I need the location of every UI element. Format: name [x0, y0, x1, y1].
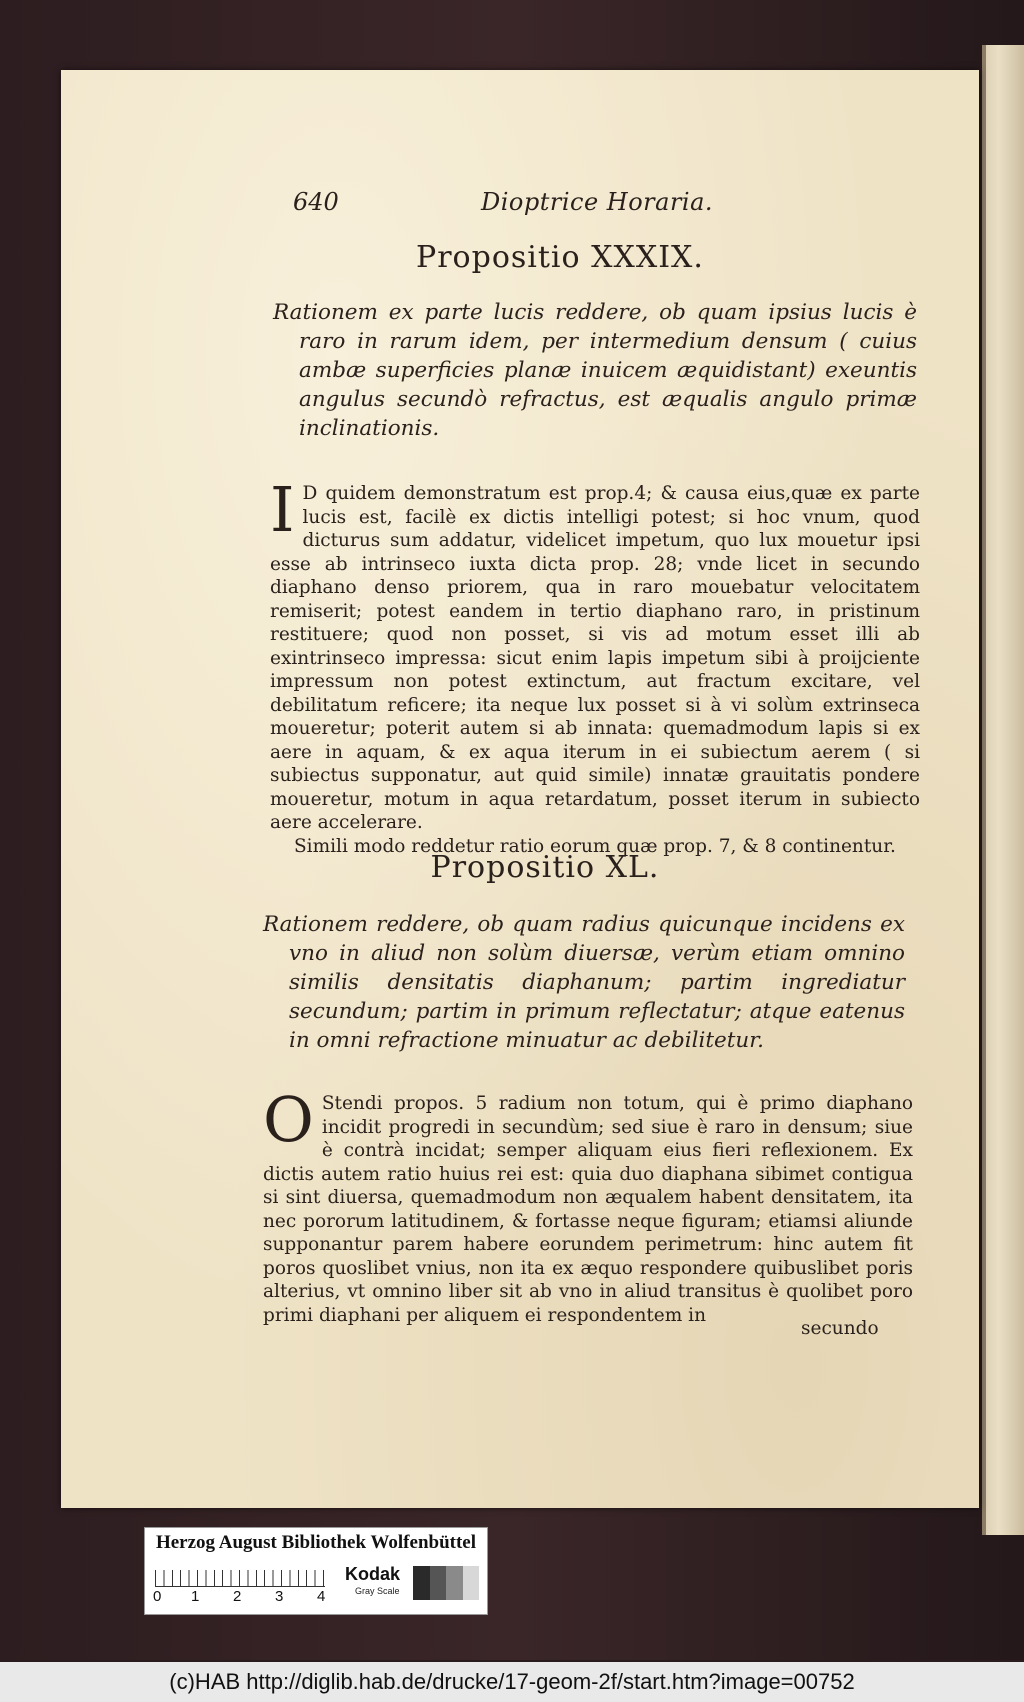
proposition-40-body [263, 1083, 913, 1327]
gray-swatch [430, 1566, 447, 1600]
adjacent-page-edge [982, 45, 1024, 1535]
enunciation-text: Rationem ex parte lucis reddere, ob quam ipsius lucis è raro in rarum idem, per intermedium densum ( cuius ambæ superficies planæ inuicem æquidistant) exeuntis angulus secundò refractus, est æqualis angulo primæ inclinationis. [273, 300, 917, 441]
gray-swatch [463, 1566, 480, 1600]
gray-swatch [446, 1566, 463, 1600]
paragraph [270, 473, 920, 835]
gray-swatch [413, 1566, 430, 1600]
drop-cap: O [263, 1083, 314, 1156]
proposition-39-heading: Propositio XXXIX. [416, 240, 704, 275]
paragraph: Simili modo reddetur ratio eorum quæ prop. 7, & 8 continentur. [294, 835, 896, 857]
ruler-digit: 0 [153, 1588, 162, 1605]
enunciation-text: Rationem reddere, ob quam radius quicunque incidens ex vno in aliud non solùm diuersæ, verùm etiam omnino similis densitatis diaphanum; partim ingrediatur secundum; partim in primum reflectatur; atque eatenus in omni refractione minuatur ac debilitetur. [263, 912, 905, 1053]
proposition-39-body [270, 473, 920, 858]
gray-scale-label: Gray Scale [355, 1586, 400, 1596]
catchword: secundo [801, 1318, 879, 1339]
paragraph-text: Stendi propos. 5 radium non totum, qui è primo diaphano incidit progredi in secundùm; sed siue è raro in densum; siue è contrà incidat; semper aliquam eius fieri reflexionem. Ex dictis autem ratio huius rei est: quia duo diaphana sibimet contigua si sint diuersa, quemadmodum non æqualem habent densitatem, ita nec pororum latitudinem, & fortasse neque figuram; etiamsi aliunde supponantur parem habere eorundem perimetrum: hinc autem fit poros quoslibet vnius, non ita ex æquo respondere quibuslibet poris alterius, vt omnino liber sit ab vno in aliud transitus è quolibet poro primi diaphani per aliquem ei respondentem in [263, 1093, 913, 1326]
kodak-label: Kodak [345, 1564, 401, 1584]
proposition-39-enunciation [273, 298, 917, 443]
color-calibration-bar [144, 1527, 488, 1615]
ruler-digit: 3 [275, 1588, 284, 1605]
gray-swatches [413, 1566, 479, 1600]
copyright-footer: (c)HAB http://diglib.hab.de/drucke/17-geom-2f/start.htm?image=00752 [0, 1662, 1024, 1702]
ruler-digits [153, 1588, 333, 1608]
ruler-digit: 1 [191, 1588, 200, 1605]
page-number: 640 [293, 188, 339, 216]
library-name: Herzog August Bibliothek Wolfenbüttel [155, 1532, 477, 1553]
paragraph [263, 1083, 913, 1327]
drop-cap: I [270, 473, 295, 546]
running-title: Dioptrice Horaria. [481, 188, 714, 216]
proposition-40-enunciation [263, 910, 905, 1055]
book-page [61, 70, 979, 1508]
running-head [61, 188, 979, 228]
ruler-digit: 4 [317, 1588, 326, 1605]
proposition-40-heading: Propositio XL. [430, 850, 660, 885]
ruler-digit: 2 [233, 1588, 242, 1605]
ruler-scale [155, 1570, 325, 1587]
paragraph-text: D quidem demonstratum est prop.4; & causa eius,quæ ex parte lucis est, facilè ex dictis intelligi potest; si hoc vnum, quod dicturus sum addatur, videlicet impetum, quo lux mouetur ipsi esse ab intrinseco iuxta dicta prop. 28; vnde licet in secundo diaphano denso priorem, qua in raro mouebatur velocitatem remiserit; potest eandem in tertio diaphano raro, in pristinum restituere; quod non posset, si vis ad motum esset illi ab exintrinseco impressa: sicut enim lapis impetum sibi à proijciente impressum non potest extinctum, aut fractum excitare, vel debilitatum reficere; ita neque lux posset si à vi solùm extrinseca moueretur; poterit autem si ab innata: quemadmodum lapis si ex aere in aquam, & ex aqua iterum in ei subiectum aerem ( si subiectus supponatur, aut quid simile) innatæ grauitatis pondere moueretur, motum in aqua retardatum, posset iterum in subiecto aere accelerare. [270, 483, 920, 833]
